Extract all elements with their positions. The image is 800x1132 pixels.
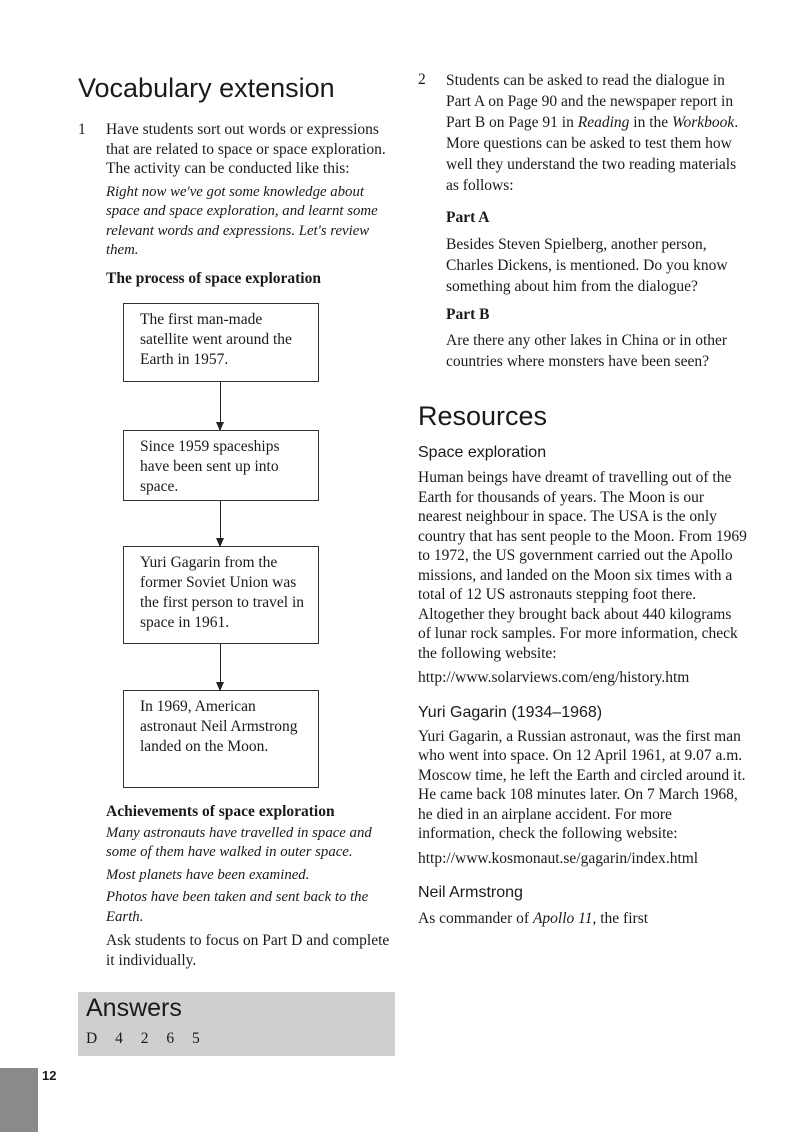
- armstrong-heading: Neil Armstrong: [418, 884, 523, 901]
- resources-title: Resources: [418, 401, 548, 431]
- flow-arrow-down-icon: [220, 644, 221, 690]
- armstrong-text: As commander of Apollo 11, the first: [418, 910, 649, 927]
- vocab-item-1: [78, 120, 400, 288]
- space-exploration-url: http://www.solarviews.com/eng/history.htm: [418, 669, 690, 686]
- flow-arrow-down-icon: [220, 382, 221, 430]
- item-number: 1: [78, 121, 86, 138]
- gagarin-url: http://www.kosmonaut.se/gagarin/index.html: [418, 849, 699, 867]
- item-2-text: Students can be asked to read the dialogue in Part A on Page 90 and the newspaper report in Part B on Page 91 in Reading in the Workbook. More questions can be asked to test them how well they understand the two reading materials as follows:: [446, 72, 739, 194]
- part-a-label: Part A: [446, 209, 490, 226]
- page-edge-tab: [0, 1068, 38, 1132]
- achievement-item: Photos have been taken and sent back to the Earth.: [106, 889, 369, 925]
- process-heading: The process of space exploration: [106, 269, 321, 287]
- gagarin-heading: Yuri Gagarin (1934–1968): [418, 703, 603, 721]
- achievements-section: [106, 802, 396, 970]
- part-b-text: Are there any other lakes in China or in other countries where monsters have been seen?: [446, 332, 728, 370]
- item-1-text: Have students sort out words or expressions that are related to space or space exploration. The activity can be conducted like this:: [106, 121, 386, 177]
- ask-students-text: Ask students to focus on Part D and complete it individually.: [106, 932, 390, 969]
- achievement-item: Many astronauts have travelled in space and some of them have walked in outer space.: [106, 824, 372, 860]
- space-exploration-heading: Space exploration: [418, 444, 547, 461]
- flow-step-3: Yuri Gagarin from the former Soviet Union was the first person to travel in space in 1961.: [123, 546, 319, 644]
- left-column: [78, 70, 400, 288]
- item-number: 2: [418, 71, 426, 88]
- item-1-italic-text: Right now we've got some knowledge about space and space exploration, and learnt some relevant words and expressions. Let's review them.: [106, 183, 378, 258]
- flow-arrow-down-icon: [220, 501, 221, 546]
- part-a-text: Besides Steven Spielberg, another person, Charles Dickens, is mentioned. Do you know something about him from the dialogue?: [446, 235, 728, 295]
- flow-step-2: Since 1959 spaceships have been sent up into space.: [123, 430, 319, 501]
- answers-title: Answers: [86, 994, 182, 1022]
- achievements-heading: Achievements of space exploration: [106, 803, 335, 820]
- vocabulary-title: Vocabulary extension: [78, 73, 335, 103]
- right-column: [418, 70, 748, 929]
- vocab-item-2: [418, 70, 748, 372]
- space-exploration-text: Human beings have dreamt of travelling out of the Earth for thousands of years. The Moon is our nearest neighbour in space. The USA is the only country that has sent people to the Moon. From 1969 to 1972, the US government carried out the Apollo missions, and landed on the Moon six times with a total of 12 US astronauts stepping foot there. Altogether they brought back about 440 kilograms of lunar rock samples. For more information, check the following website:: [418, 469, 747, 662]
- answers-box: [78, 992, 395, 1056]
- process-flowchart: [78, 303, 400, 788]
- gagarin-text: Yuri Gagarin, a Russian astronaut, was the first man who went into space. On 12 April 1961, at 9.07 a.m. Moscow time, he left the Earth and circled around it. He came back 108 minutes later. On 7 March 1968, he died in an airplane accident. For more information, check the following website:: [418, 727, 746, 842]
- achievement-item: Most planets have been examined.: [106, 866, 310, 883]
- flow-step-1: The first man-made satellite went around the Earth in 1957.: [123, 303, 319, 382]
- page-number: 12: [42, 1068, 57, 1083]
- flow-step-4: In 1969, American astronaut Neil Armstrong landed on the Moon.: [123, 690, 319, 788]
- part-b-label: Part B: [446, 305, 490, 323]
- answers-row: D 4 2 6 5: [86, 1030, 200, 1047]
